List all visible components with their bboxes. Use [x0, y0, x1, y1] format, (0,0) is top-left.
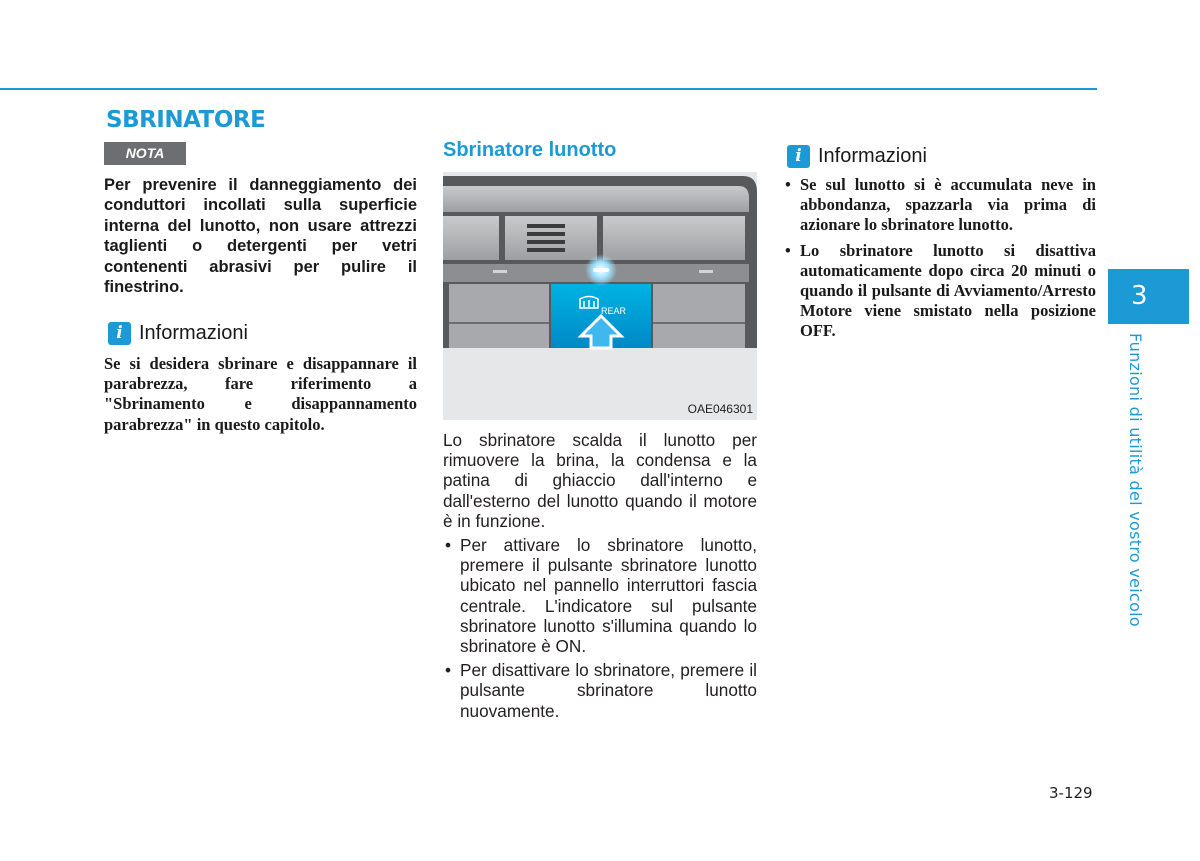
info-icon: i	[108, 322, 131, 345]
chapter-tab: 3	[1108, 269, 1189, 324]
info-text-left: Se si desidera sbrinare e disappannare il parabrezza, fare riferimento a "Sbrinamento e disappannamento parabrezza" in questo capitolo.	[104, 354, 417, 434]
nota-badge: NOTA	[104, 142, 186, 165]
chapter-label: Funzioni di utilità del vostro veicolo	[1126, 333, 1145, 627]
image-code: OAE046301	[687, 402, 753, 416]
info-icon: i	[787, 145, 810, 168]
control-panel-illustration	[443, 172, 757, 420]
nota-text: Per prevenire il danneggiamento dei conduttori incollati sulla superficie interna del lunotto, non usare attrezzi taglienti o detergenti per vetri contenenti abrasivi per pulire il finestrino.	[104, 176, 417, 297]
rear-defroster-body	[443, 430, 757, 725]
list-item: • Se sul lunotto si è accumulata neve in abbondanza, spazzarla via prima di azionare lo sbrinatore lunotto.	[785, 175, 1096, 236]
list-item: • Per attivare lo sbrinatore lunotto, premere il pulsante sbrinatore lunotto ubicato nel pannello interruttori fascia centrale. L'indicatore sul pulsante sbrinatore lunotto s'illumina quando lo sbrinatore è ON.	[443, 535, 757, 656]
subsection-title: Sbrinatore lunotto	[443, 139, 617, 161]
section-title: SBRINATORE	[106, 107, 266, 133]
rear-defroster-intro: Lo sbrinatore scalda il lunotto per rimuovere la brina, la condensa e la patina di ghiaccio dall'interno e dall'esterno del lunotto quando il motore è in funzione.	[443, 430, 757, 531]
list-item: • Lo sbrinatore lunotto si disattiva automaticamente dopo circa 20 minuti o quando il pulsante di Avviamento/Arresto Motore viene smistato nella posizione OFF.	[785, 241, 1096, 342]
header-rule	[0, 88, 1097, 90]
page-number: 3-129	[1049, 784, 1093, 802]
info-text-right	[785, 175, 1096, 347]
list-item: • Per disattivare lo sbrinatore, premere il pulsante sbrinatore lunotto nuovamente.	[443, 660, 757, 721]
info-heading-left	[108, 322, 248, 345]
rear-defroster-bullets	[443, 535, 757, 721]
info-bullets	[785, 175, 1096, 342]
rear-defroster-panel-photo	[443, 172, 757, 420]
info-heading-label: Informazioni	[139, 322, 248, 344]
info-heading-label: Informazioni	[818, 145, 927, 167]
info-heading-right	[787, 145, 927, 168]
rear-button-label: REAR	[601, 306, 627, 316]
